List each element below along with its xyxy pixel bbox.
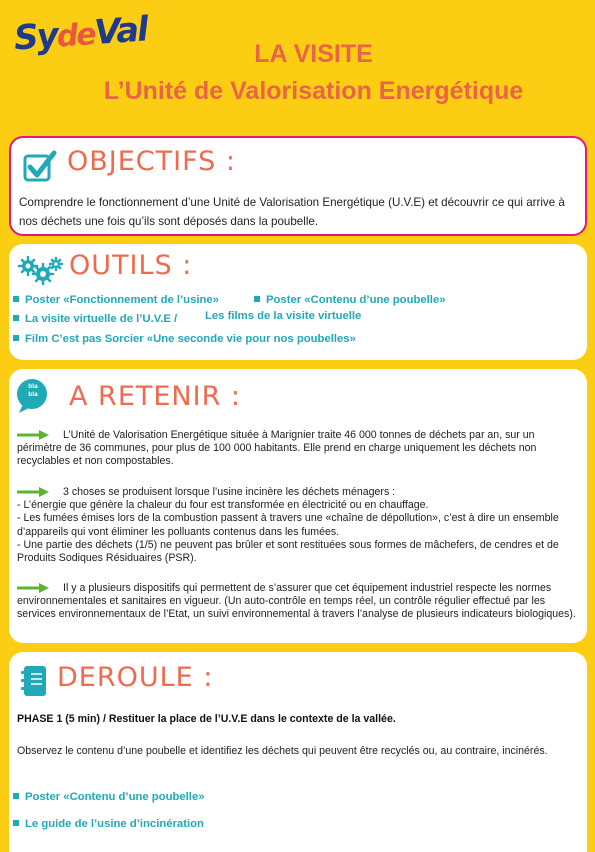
phase-1-title: PHASE 1 (5 min) / Restituer la place de l’U.V.E dans le contexte de la vallée. (17, 713, 396, 725)
retenir-item-1: - L’énergie que génère la chaleur du four est transformée en électricité ou en chauffage. (17, 499, 429, 512)
link-visite-virtuelle[interactable]: La visite virtuelle de l’U.V.E / (13, 313, 177, 325)
link-film-cest-pas-sorcier[interactable]: Film C’est pas Sorcier «Une seconde vie pour nos poubelles» (13, 333, 356, 345)
bullet-square-icon (13, 296, 19, 302)
retenir-paragraph-2: 3 choses se produisent lorsque l’usine incinère les déchets ménagers : - L’énergie que génère la chaleur du four est transformée en électricité ou en chauffage. - Les fumées émises lors de la combustion passent à travers une «chaîne de dépollution», c’est à dire un ensemble d’appareils qui vont éliminer les polluants contenus dans les fumées. - Une partie des déchets (1/5) ne peuvent pas brûler et sont restituées sous formes de mâchefers, de cendres et de Produits Sodiques Résiduaires (PSR). (17, 486, 581, 565)
deroule-text: Observez le contenu d’une poubelle et identifiez les déchets qui peuvent être recyclés ou, au contraire, incinérés. (17, 745, 548, 757)
outils-card (9, 244, 587, 360)
gears-icon (17, 252, 63, 291)
green-arrow-icon (17, 583, 49, 593)
objectifs-text: Comprendre le fonctionnement d’une Unité de Valorisation Energétique (U.V.E) et découvrir ce qui arrive à nos déchets une fois qu’ils sont déposés dans la poubelle. (19, 196, 565, 228)
bullet-square-icon (13, 335, 19, 341)
objectifs-heading: OBJECTIFS : (67, 146, 236, 177)
green-arrow-icon (17, 430, 49, 440)
link-guide-usine[interactable]: Le guide de l’usine d’incinération (13, 818, 204, 830)
retenir-card (9, 369, 587, 643)
bullet-square-icon (13, 793, 19, 799)
page-title: LA VISITE (254, 40, 373, 68)
retenir-heading: A RETENIR : (69, 381, 242, 412)
speech-bubble-icon (15, 377, 53, 420)
bullet-square-icon (13, 315, 19, 321)
page-subtitle: L’Unité de Valorisation Energétique (103, 77, 524, 105)
notebook-icon (19, 664, 49, 703)
retenir-item-2: - Les fumées émises lors de la combustion passent à travers une «chaîne de dépollution», c’est à dire un ensemble d’appareils qui vont éliminer les polluants contenus dans les fumées. (17, 512, 559, 538)
link-poster-contenu-poubelle[interactable]: Poster «Contenu d’une poubelle» (254, 294, 446, 306)
deroule-card (9, 652, 587, 852)
green-arrow-icon (17, 487, 49, 497)
link-poster-fonctionnement[interactable]: Poster «Fonctionnement de l’usine» (13, 294, 219, 306)
outils-heading: OUTILS : (69, 250, 193, 281)
link-films-visite-virtuelle[interactable]: Les films de la visite virtuelle (205, 310, 362, 322)
link-poster-contenu-poubelle-2[interactable]: Poster «Contenu d’une poubelle» (13, 791, 205, 803)
bla-bla-badge: bla bla (28, 383, 38, 398)
retenir-item-3: - Une partie des déchets (1/5) ne peuvent pas brûler et sont restituées sous formes de mâchefers, de cendres et de Produits Sodiques Résiduaires (PSR). (17, 538, 559, 565)
bullet-square-icon (13, 820, 19, 826)
objectifs-card (9, 136, 587, 236)
checkbox-icon (23, 150, 57, 189)
bullet-square-icon (254, 296, 260, 302)
logo-part-val: Val (93, 9, 148, 53)
deroule-heading: DEROULE : (57, 662, 214, 693)
retenir-paragraph-3: Il y a plusieurs dispositifs qui permettent de s’assurer que cet équipement industriel respecte les normes environnementales et sanitaires en vigueur. (Un auto-contrôle en temps réel, un contrôle régulier effectué par les services environnementaux de l’Etat, un suivi environnemental à travers l’analyse de plusieurs indicateurs biologiques). (17, 582, 576, 621)
logo-part-sy: Sy (12, 15, 59, 59)
logo-part-de: de (55, 17, 96, 55)
retenir-paragraph-1: L’Unité de Valorisation Energétique située à Marignier traite 46 000 tonnes de déchets par an, sur un périmètre de 36 communes, pour plus de 100 000 habitants. Elle prend en charge uniquement les déchets non recyclables et non compostables. (17, 429, 537, 468)
